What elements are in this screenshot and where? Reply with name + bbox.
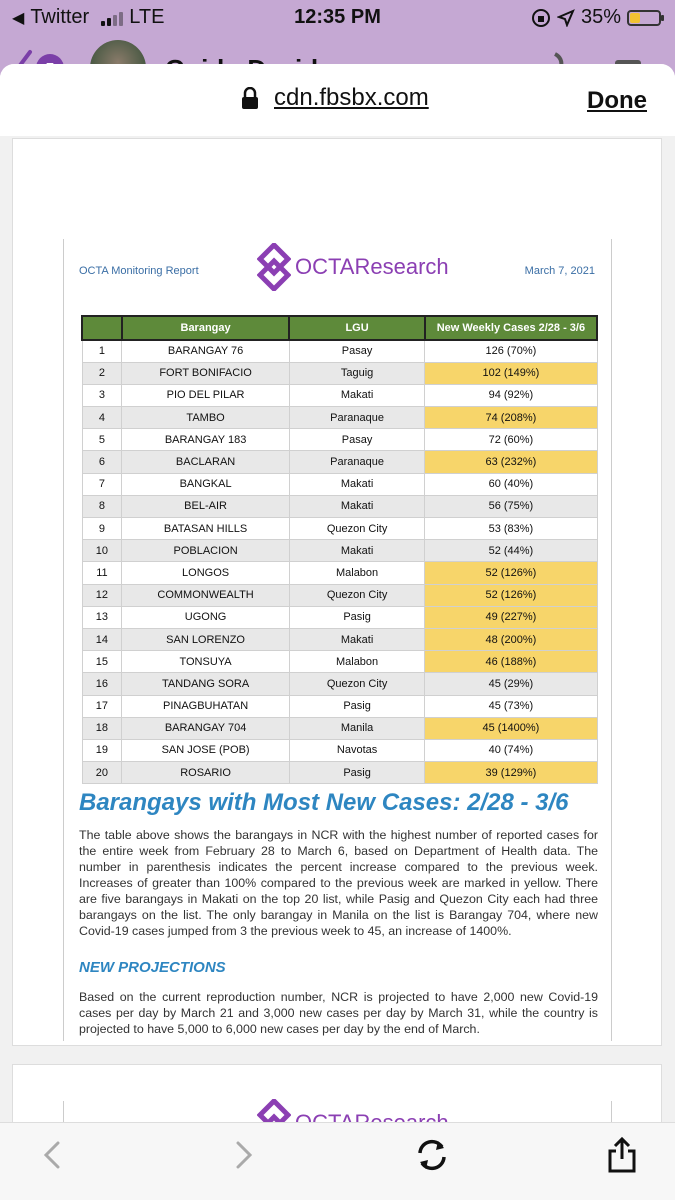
rank-cell: 4	[82, 407, 122, 429]
lgu-cell: Malabon	[289, 562, 424, 584]
table-row	[82, 540, 597, 562]
cases-cell: 52 (44%)	[425, 540, 597, 562]
table-row	[82, 673, 597, 695]
rank-cell: 19	[82, 739, 122, 761]
table-row	[82, 495, 597, 517]
forward-icon[interactable]	[224, 1135, 264, 1175]
cases-cell: 72 (60%)	[425, 429, 597, 451]
report-header-date: March 7, 2021	[524, 265, 595, 277]
url-display[interactable]	[240, 84, 429, 112]
barangay-cell: BARANGAY 76	[122, 340, 290, 362]
back-to-app-icon[interactable]: ◀	[12, 9, 25, 27]
subheading: NEW PROJECTIONS	[79, 959, 226, 976]
lgu-cell: Malabon	[289, 651, 424, 673]
cases-cell: 53 (83%)	[425, 518, 597, 540]
url-bar	[0, 64, 675, 136]
carrier-label: Twitter	[30, 6, 90, 28]
table-row	[82, 473, 597, 495]
rank-cell: 20	[82, 762, 122, 784]
octa-logo-icon	[257, 243, 291, 291]
cases-cell: 40 (74%)	[425, 739, 597, 761]
barangay-cell: BANGKAL	[122, 473, 290, 495]
lgu-cell: Makati	[289, 495, 424, 517]
barangay-cell: TANDANG SORA	[122, 673, 290, 695]
table-row	[82, 739, 597, 761]
cases-cell: 94 (92%)	[425, 384, 597, 406]
barangay-cell: TAMBO	[122, 407, 290, 429]
lgu-cell: Pasay	[289, 340, 424, 362]
rank-cell: 12	[82, 584, 122, 606]
table-row	[82, 384, 597, 406]
done-button[interactable]: Done	[587, 87, 647, 114]
table-row	[82, 362, 597, 384]
lgu-cell: Paranaque	[289, 407, 424, 429]
rank-cell: 6	[82, 451, 122, 473]
lgu-cell: Taguig	[289, 362, 424, 384]
pdf-page	[12, 138, 662, 1046]
rank-cell: 8	[82, 495, 122, 517]
rank-cell: 9	[82, 518, 122, 540]
cases-cell: 126 (70%)	[425, 340, 597, 362]
barangay-cell: PINAGBUHATAN	[122, 695, 290, 717]
column-header	[82, 316, 122, 340]
rank-cell: 14	[82, 628, 122, 650]
cases-cell: 56 (75%)	[425, 495, 597, 517]
status-bar	[0, 0, 675, 36]
table-row	[82, 651, 597, 673]
logo-text: OCTAResearch	[295, 254, 449, 279]
rank-cell: 13	[82, 606, 122, 628]
table-row	[82, 518, 597, 540]
table-row	[82, 695, 597, 717]
barangay-cell: FORT BONIFACIO	[122, 362, 290, 384]
barangay-cell: BARANGAY 183	[122, 429, 290, 451]
status-right	[531, 6, 661, 29]
cases-cell: 45 (29%)	[425, 673, 597, 695]
cases-cell: 60 (40%)	[425, 473, 597, 495]
location-icon	[557, 9, 575, 27]
table-row	[82, 762, 597, 784]
lgu-cell: Quezon City	[289, 673, 424, 695]
rank-cell: 1	[82, 340, 122, 362]
table-header-row	[82, 316, 597, 340]
cases-cell: 63 (232%)	[425, 451, 597, 473]
lgu-cell: Makati	[289, 540, 424, 562]
rank-cell: 5	[82, 429, 122, 451]
barangay-cell: SAN JOSE (POB)	[122, 739, 290, 761]
lgu-cell: Makati	[289, 628, 424, 650]
rank-cell: 2	[82, 362, 122, 384]
lgu-cell: Quezon City	[289, 584, 424, 606]
table-row	[82, 606, 597, 628]
body-paragraph: The table above shows the barangays in NCR with the highest number of reported cases for the entire week from February 28 to March 6, based on Department of Health data. The number in parenthesis indicates the percent increase compared to the previous week. Increases of greater than 100% compared to the previous week are marked in yellow. There are five barangays in Makati on the top 20 list, while Pasig and Quezon City each had three barangays on the list. The only barangay in Manila on the list is Barangay 704, where new Covid-19 cases jumped from 3 the previous week to 45, an increase of 1400%.	[79, 828, 598, 938]
table-row	[82, 451, 597, 473]
page-margin-line	[63, 239, 64, 1041]
column-header: LGU	[289, 316, 424, 340]
lock-icon	[240, 87, 260, 109]
body-paragraph: Based on the current reproduction number, NCR is projected to have 2,000 new Covid-19 cases per day by March 21 and 3,000 new cases per day by March 31, while the country is projected to have 5,000 to 6,000 new cases per day by the end of March.	[79, 990, 598, 1036]
cases-cell: 102 (149%)	[425, 362, 597, 384]
lgu-cell: Pasig	[289, 762, 424, 784]
clock: 12:35 PM	[294, 6, 381, 28]
barangay-cell: BACLARAN	[122, 451, 290, 473]
cases-cell: 45 (1400%)	[425, 717, 597, 739]
orientation-lock-icon	[531, 8, 551, 28]
column-header: Barangay	[122, 316, 290, 340]
lgu-cell: Navotas	[289, 739, 424, 761]
rank-cell: 11	[82, 562, 122, 584]
cases-cell: 48 (200%)	[425, 628, 597, 650]
column-header: New Weekly Cases 2/28 - 3/6	[425, 316, 597, 340]
lgu-cell: Makati	[289, 473, 424, 495]
barangay-cell: PIO DEL PILAR	[122, 384, 290, 406]
section-title: Barangays with Most New Cases: 2/28 - 3/6	[79, 789, 569, 816]
cases-cell: 74 (208%)	[425, 407, 597, 429]
lgu-cell: Pasig	[289, 695, 424, 717]
table-row	[82, 584, 597, 606]
barangay-cell: LONGOS	[122, 562, 290, 584]
lgu-cell: Manila	[289, 717, 424, 739]
share-icon[interactable]	[602, 1135, 642, 1175]
rank-cell: 3	[82, 384, 122, 406]
url-text: cdn.fbsbx.com	[274, 84, 429, 111]
barangay-cell: BEL-AIR	[122, 495, 290, 517]
barangay-cell: COMMONWEALTH	[122, 584, 290, 606]
table-row	[82, 717, 597, 739]
table-row	[82, 429, 597, 451]
barangay-cell: ROSARIO	[122, 762, 290, 784]
lgu-cell: Pasig	[289, 606, 424, 628]
barangay-cell: POBLACION	[122, 540, 290, 562]
rank-cell: 15	[82, 651, 122, 673]
lgu-cell: Makati	[289, 384, 424, 406]
cases-table	[81, 315, 598, 784]
cases-cell: 52 (126%)	[425, 584, 597, 606]
rank-cell: 18	[82, 717, 122, 739]
browser-sheet	[0, 64, 675, 1200]
barangay-cell: TONSUYA	[122, 651, 290, 673]
browser-toolbar	[0, 1122, 675, 1200]
table-row	[82, 340, 597, 362]
lgu-cell: Paranaque	[289, 451, 424, 473]
barangay-cell: UGONG	[122, 606, 290, 628]
barangay-cell: SAN LORENZO	[122, 628, 290, 650]
battery-percent: 35%	[580, 6, 621, 28]
battery-icon	[627, 10, 661, 26]
lgu-cell: Quezon City	[289, 518, 424, 540]
rank-cell: 17	[82, 695, 122, 717]
rank-cell: 7	[82, 473, 122, 495]
rank-cell: 16	[82, 673, 122, 695]
cases-cell: 45 (73%)	[425, 695, 597, 717]
refresh-icon[interactable]	[412, 1135, 452, 1175]
lgu-cell: Pasay	[289, 429, 424, 451]
table-row	[82, 407, 597, 429]
cases-cell: 39 (129%)	[425, 762, 597, 784]
cases-cell: 49 (227%)	[425, 606, 597, 628]
network-label: LTE	[129, 6, 165, 28]
barangay-cell: BARANGAY 704	[122, 717, 290, 739]
table-row	[82, 562, 597, 584]
back-icon[interactable]	[32, 1135, 72, 1175]
cases-cell: 46 (188%)	[425, 651, 597, 673]
barangay-cell: BATASAN HILLS	[122, 518, 290, 540]
cases-cell: 52 (126%)	[425, 562, 597, 584]
table-row	[82, 628, 597, 650]
rank-cell: 10	[82, 540, 122, 562]
octa-logo	[257, 243, 449, 291]
page-margin-line	[611, 239, 612, 1041]
report-header-left: OCTA Monitoring Report	[79, 265, 199, 277]
